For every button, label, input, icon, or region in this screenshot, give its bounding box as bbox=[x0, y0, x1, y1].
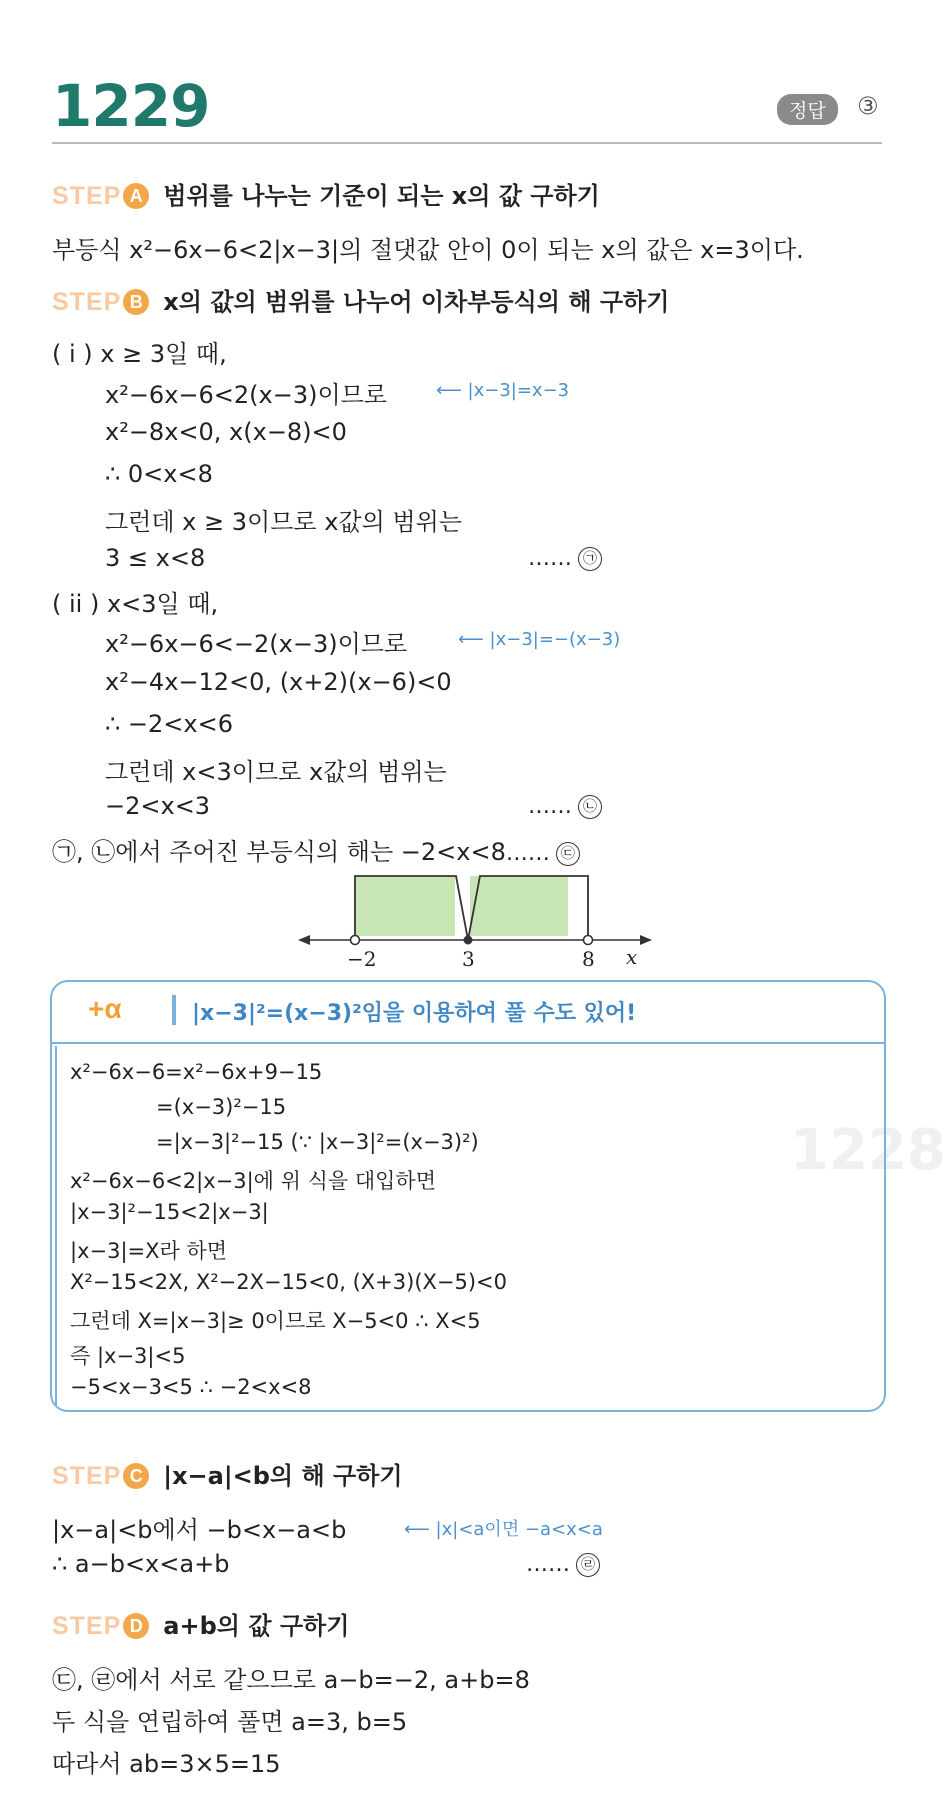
alpha-line: x²−6x−6=x²−6x+9−15 bbox=[70, 1060, 323, 1084]
step-a-title: 범위를 나누는 기준이 되는 x의 값 구하기 bbox=[163, 182, 600, 210]
dots: …… bbox=[528, 794, 572, 819]
dots: …… bbox=[526, 1552, 570, 1577]
case1-label: ( i ) x ≥ 3일 때, bbox=[52, 340, 227, 368]
answer-badge: 정답 bbox=[777, 94, 838, 125]
case2-label: ( ii ) x<3일 때, bbox=[52, 590, 219, 618]
step-b-heading bbox=[52, 282, 669, 317]
step-b-icon: B bbox=[123, 289, 149, 315]
plus-alpha-icon: +α bbox=[88, 993, 122, 1024]
number-line bbox=[290, 862, 660, 972]
arrow-left-icon: ⟵ bbox=[436, 380, 468, 401]
case2-line-4: 그런데 x<3이므로 x값의 범위는 bbox=[105, 758, 447, 786]
axis-arrow-right-icon bbox=[640, 935, 652, 945]
case2-line-2: x²−4x−12<0, (x+2)(x−6)<0 bbox=[105, 668, 452, 696]
step-b-title: x의 값의 범위를 나누어 이차부등식의 해 구하기 bbox=[163, 288, 670, 316]
case2-line-5: −2<x<3 bbox=[105, 792, 211, 820]
case1-marker bbox=[528, 546, 602, 571]
step-label: STEP bbox=[52, 1462, 122, 1490]
alpha-title: |x−3|²=(x−3)²임을 이용하여 풀 수도 있어! bbox=[192, 1001, 637, 1026]
step-d-line-3: 따라서 ab=3×5=15 bbox=[52, 1750, 281, 1778]
answer-value: ③ bbox=[857, 92, 879, 120]
alpha-line: X²−15<2X, X²−2X−15<0, (X+3)(X−5)<0 bbox=[70, 1270, 508, 1294]
alpha-line: −5<x−3<5 ∴ −2<x<8 bbox=[70, 1375, 312, 1399]
case2-note-text: |x−3|=−(x−3) bbox=[489, 629, 621, 650]
step-a-icon: A bbox=[123, 183, 149, 209]
case1-note bbox=[436, 380, 569, 401]
alpha-line: =|x−3|²−15 (∵ |x−3|²=(x−3)²) bbox=[156, 1130, 479, 1154]
tick-label: 8 bbox=[582, 947, 595, 971]
case1-line-1: x²−6x−6<2(x−3)이므로 bbox=[105, 381, 388, 409]
interval-right bbox=[470, 876, 568, 936]
case1-note-text: |x−3|=x−3 bbox=[467, 380, 570, 401]
alpha-line: =(x−3)²−15 bbox=[156, 1095, 287, 1119]
circled-label: ㉢ bbox=[556, 842, 580, 866]
step-c-heading bbox=[52, 1456, 403, 1491]
case1-line-4: 그런데 x ≥ 3이므로 x값의 범위는 bbox=[105, 508, 462, 536]
step-d-heading bbox=[52, 1606, 349, 1641]
step-c-note-text: |x|<a이면 −a<x<a bbox=[435, 1519, 603, 1540]
dots: …… bbox=[505, 841, 550, 866]
alpha-line: 그런데 X=|x−3|≥ 0이므로 X−5<0 ∴ X<5 bbox=[70, 1309, 481, 1333]
case2-marker bbox=[528, 794, 602, 819]
open-point bbox=[584, 936, 593, 945]
alpha-line: |x−3|=X라 하면 bbox=[70, 1239, 228, 1263]
step-c-marker bbox=[526, 1552, 600, 1577]
step-c-title: |x−a|<b의 해 구하기 bbox=[163, 1462, 403, 1490]
tick-label: −2 bbox=[347, 947, 377, 971]
alpha-separator bbox=[172, 995, 176, 1025]
step-c-line-1: |x−a|<b에서 −b<x−a<b bbox=[52, 1516, 347, 1544]
arrow-left-icon: ⟵ bbox=[458, 629, 490, 650]
case1-line-2: x²−8x<0, x(x−8)<0 bbox=[105, 418, 347, 446]
alpha-line: 즉 |x−3|<5 bbox=[70, 1344, 186, 1368]
step-a-heading bbox=[52, 176, 600, 211]
step-d-icon: D bbox=[123, 1613, 149, 1639]
circled-label: ㉠ bbox=[578, 547, 602, 571]
axis-arrow-left-icon bbox=[298, 935, 310, 945]
arrow-left-icon: ⟵ bbox=[404, 1519, 436, 1540]
header-divider bbox=[52, 142, 882, 144]
dots: …… bbox=[528, 546, 572, 571]
circled-label: ㉡ bbox=[578, 795, 602, 819]
step-d-title: a+b의 값 구하기 bbox=[163, 1612, 350, 1640]
case1-line-5: 3 ≤ x<8 bbox=[105, 544, 206, 572]
case2-line-1: x²−6x−6<−2(x−3)이므로 bbox=[105, 630, 408, 658]
step-label: STEP bbox=[52, 288, 122, 316]
watermark: 1228 bbox=[790, 1118, 946, 1183]
case1-line-3: ∴ 0<x<8 bbox=[105, 460, 213, 488]
step-c-icon: C bbox=[123, 1463, 149, 1489]
alpha-divider bbox=[50, 1042, 886, 1044]
case2-note bbox=[458, 629, 620, 650]
problem-number: 1229 bbox=[52, 72, 210, 140]
step-c-line-2: ∴ a−b<x<a+b bbox=[52, 1550, 230, 1578]
circled-label: ㉣ bbox=[576, 1553, 600, 1577]
step-label: STEP bbox=[52, 182, 122, 210]
step-c-note bbox=[404, 1515, 603, 1541]
conclusion-text: ㉠, ㉡에서 주어진 부등식의 해는 −2<x<8 bbox=[52, 838, 506, 866]
case2-line-3: ∴ −2<x<6 bbox=[105, 710, 233, 738]
step-d-line-2: 두 식을 연립하여 풀면 a=3, b=5 bbox=[52, 1708, 408, 1736]
interval-left bbox=[355, 876, 455, 936]
open-point bbox=[351, 936, 360, 945]
alpha-line: x²−6x−6<2|x−3|에 위 식을 대입하면 bbox=[70, 1169, 436, 1193]
closed-point bbox=[464, 936, 473, 945]
axis-label: x bbox=[626, 945, 638, 969]
alpha-line: |x−3|²−15<2|x−3| bbox=[70, 1200, 269, 1224]
tick-label: 3 bbox=[462, 947, 475, 971]
step-label: STEP bbox=[52, 1612, 122, 1640]
step-d-line-1: ㉢, ㉣에서 서로 같으므로 a−b=−2, a+b=8 bbox=[52, 1666, 530, 1694]
step-a-text: 부등식 x²−6x−6<2|x−3|의 절댓값 안이 0이 되는 x의 값은 x=3이다. bbox=[52, 236, 804, 264]
